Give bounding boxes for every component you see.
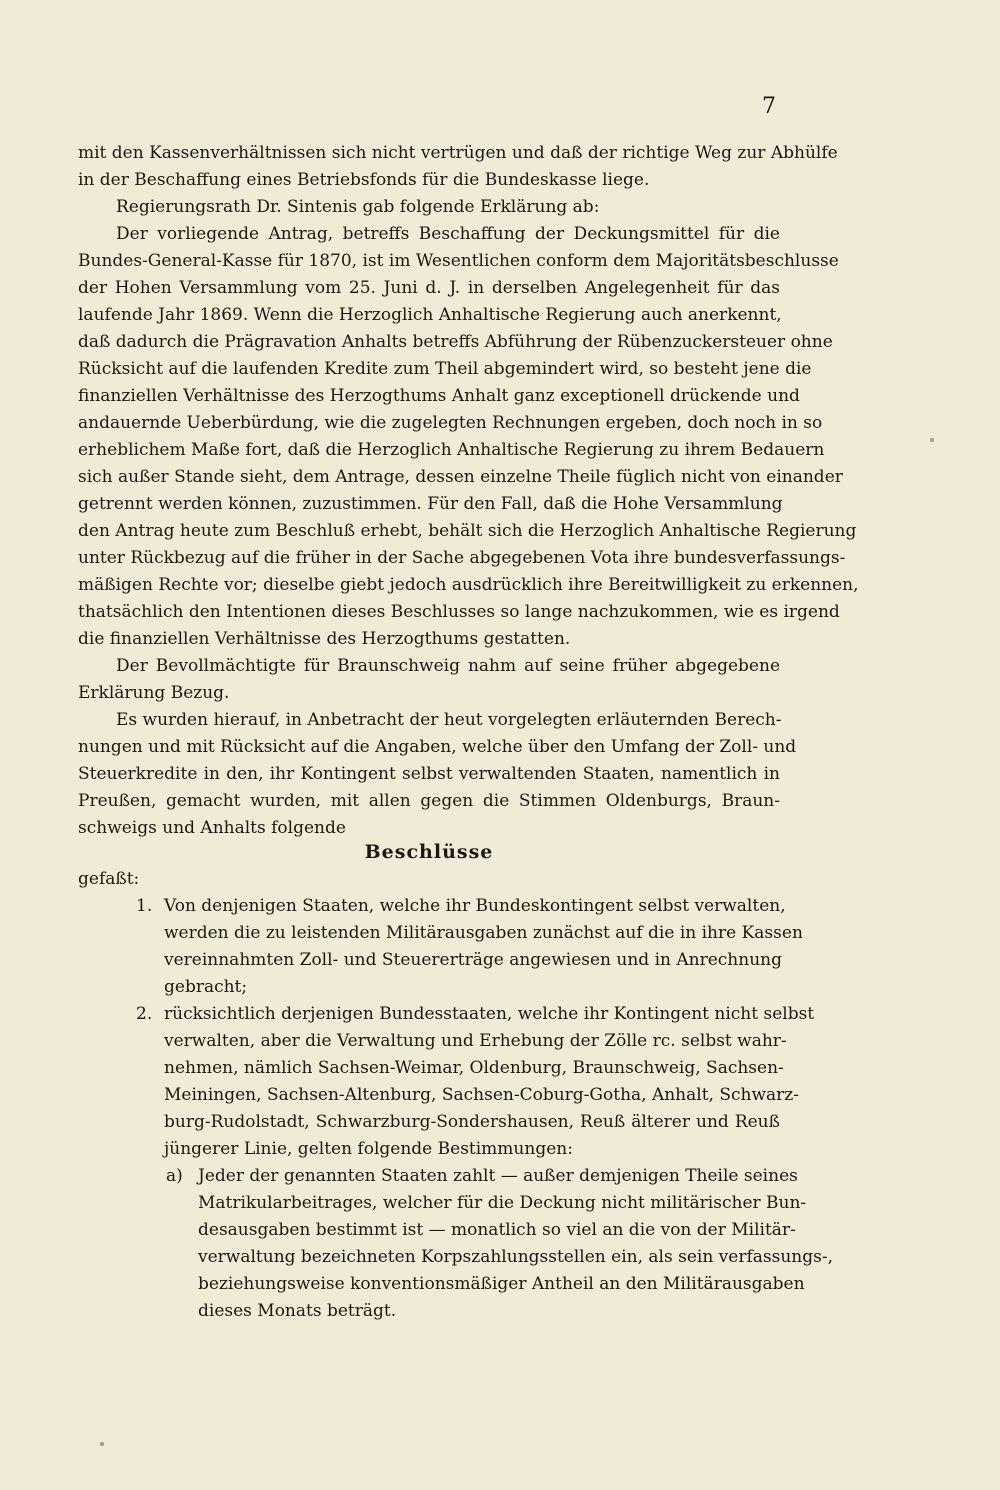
text-line: gebracht; <box>164 977 248 997</box>
text-line: erheblichem Maße fort, daß die Herzoglich Anhaltische Regierung zu ihrem Bedauern <box>78 440 825 460</box>
page-number: 7 <box>762 94 776 119</box>
text-line: der Hohen Versammlung vom 25. Juni d. J. in derselben Angelegenheit für das <box>78 278 780 298</box>
text-line: Matrikularbeitrages, welcher für die Deckung nicht militärischer Bun- <box>198 1193 807 1213</box>
text-line: vereinnahmten Zoll- und Steuererträge angewiesen und in Anrechnung <box>164 950 782 970</box>
text-line: unter Rückbezug auf die früher in der Sache abgegebenen Vota ihre bundesverfassungs- <box>78 548 846 568</box>
text-line: Der Bevollmächtigte für Braunschweig nahm auf seine früher abgegebene <box>116 656 780 676</box>
text-line: gefaßt: <box>78 869 140 889</box>
list-marker: 1. <box>136 896 153 916</box>
text-line: desausgaben bestimmt ist — monatlich so viel an die von der Militär- <box>198 1220 796 1240</box>
text-line: werden die zu leistenden Militärausgaben zunächst auf die in ihre Kassen <box>164 923 803 943</box>
text-line: burg-Rudolstadt, Schwarzburg-Sondershausen, Reuß älterer und Reuß <box>164 1112 780 1132</box>
text-line: verwaltung bezeichneten Korpszahlungsstellen ein, als sein verfassungs-, <box>198 1247 833 1267</box>
text-line: getrennt werden können, zuzustimmen. Für den Fall, daß die Hohe Versammlung <box>78 494 783 514</box>
text-line: schweigs und Anhalts folgende <box>78 818 346 838</box>
text-line: jüngerer Linie, gelten folgende Bestimmungen: <box>164 1139 573 1159</box>
text-line: verwalten, aber die Verwaltung und Erhebung der Zölle rc. selbst wahr- <box>164 1031 787 1051</box>
text-line: dieses Monats beträgt. <box>198 1301 397 1321</box>
list-marker: a) <box>166 1166 183 1186</box>
text-line: Von denjenigen Staaten, welche ihr Bundeskontingent selbst verwalten, <box>164 896 786 916</box>
text-line: laufende Jahr 1869. Wenn die Herzoglich Anhaltische Regierung auch anerkennt, <box>78 305 782 325</box>
paper-speck <box>100 1442 104 1446</box>
text-line: in der Beschaffung eines Betriebsfonds für die Bundeskasse liege. <box>78 170 650 190</box>
text-line: Bundes-General-Kasse für 1870, ist im Wesentlichen conform dem Majoritätsbeschlusse <box>78 251 839 271</box>
text-line: sich außer Stande sieht, dem Antrage, dessen einzelne Theile füglich nicht von einander <box>78 467 843 487</box>
list-marker: 2. <box>136 1004 153 1024</box>
text-line: Es wurden hierauf, in Anbetracht der heut vorgelegten erläuternden Berech- <box>116 710 782 730</box>
text-line: den Antrag heute zum Beschluß erhebt, behält sich die Herzoglich Anhaltische Regierung <box>78 521 857 541</box>
text-line: Regierungsrath Dr. Sintenis gab folgende Erklärung ab: <box>116 197 600 217</box>
text-line: nungen und mit Rücksicht auf die Angaben, welche über den Umfang der Zoll- und <box>78 737 797 757</box>
section-heading: Beschlüsse <box>364 841 494 863</box>
text-line: Der vorliegende Antrag, betreffs Beschaffung der Deckungsmittel für die <box>116 224 780 244</box>
text-line: thatsächlich den Intentionen dieses Beschlusses so lange nachzukommen, wie es irgend <box>78 602 840 622</box>
text-line: daß dadurch die Prägravation Anhalts betreffs Abführung der Rübenzuckersteuer ohne <box>78 332 833 352</box>
text-line: mäßigen Rechte vor; dieselbe giebt jedoch ausdrücklich ihre Bereitwilligkeit zu erkennen, <box>78 575 859 595</box>
text-line: Meiningen, Sachsen-Altenburg, Sachsen-Coburg-Gotha, Anhalt, Schwarz- <box>164 1085 799 1105</box>
text-line: Rücksicht auf die laufenden Kredite zum Theil abgemindert wird, so besteht jene die <box>78 359 812 379</box>
text-line: beziehungsweise konventionsmäßiger Antheil an den Militärausgaben <box>198 1274 805 1294</box>
text-line: nehmen, nämlich Sachsen-Weimar, Oldenburg, Braunschweig, Sachsen- <box>164 1058 784 1078</box>
text-line: die finanziellen Verhältnisse des Herzogthums gestatten. <box>78 629 571 649</box>
text-line: Preußen, gemacht wurden, mit allen gegen die Stimmen Oldenburgs, Braun- <box>78 791 780 811</box>
text-line: andauernde Ueberbürdung, wie die zugelegten Rechnungen ergeben, doch noch in so <box>78 413 823 433</box>
text-line: Erklärung Bezug. <box>78 683 230 703</box>
text-line: finanziellen Verhältnisse des Herzogthums Anhalt ganz exceptionell drückende und <box>78 386 800 406</box>
text-line: mit den Kassenverhältnissen sich nicht vertrügen und daß der richtige Weg zur Abhülfe <box>78 143 838 163</box>
text-line: Steuerkredite in den, ihr Kontingent selbst verwaltenden Staaten, namentlich in <box>78 764 780 784</box>
paper-speck <box>930 438 934 442</box>
text-line: Jeder der genannten Staaten zahlt — außer demjenigen Theile seines <box>198 1166 798 1186</box>
text-line: rücksichtlich derjenigen Bundesstaaten, welche ihr Kontingent nicht selbst <box>164 1004 815 1024</box>
